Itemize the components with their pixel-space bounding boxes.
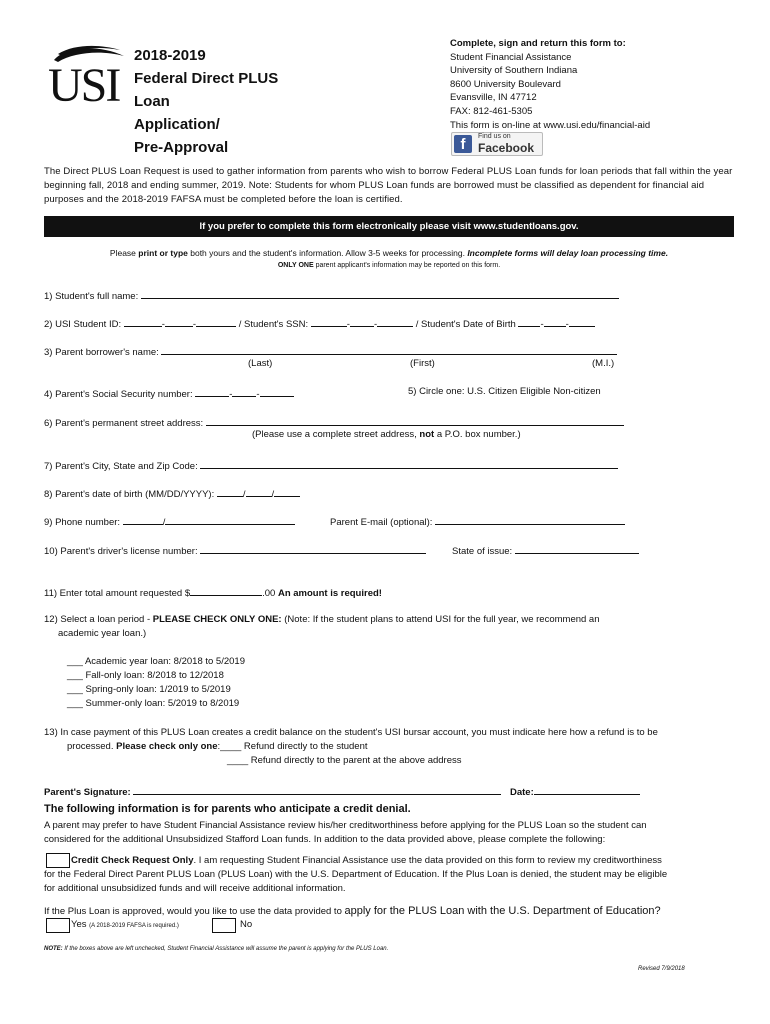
address-note-a: (Please use a complete street address,: [252, 429, 420, 440]
period-summer-only[interactable]: ___ Summer-only loan: 5/2019 to 8/2019: [67, 698, 240, 709]
label-license: 10) Parent's driver's license number:: [44, 546, 198, 557]
title-line-2: Federal Direct PLUS: [134, 70, 279, 87]
loan-period-d: academic year loan.): [58, 628, 147, 639]
field-parent-dob: 8) Parent's date of birth (MM/DD/YYYY): / /: [44, 486, 300, 500]
student-id-input-2[interactable]: [165, 316, 193, 327]
credit-request-text: . I am requesting Student Financial Assistance use the data provided on this form to review my creditworthiness: [193, 855, 662, 866]
label-last: (Last): [248, 358, 273, 369]
label-city-state-zip: 7) Parent's City, State and Zip Code:: [44, 461, 198, 472]
field-parent-address: [44, 415, 624, 429]
amount-input[interactable]: [190, 585, 262, 596]
facebook-small-text: Find us on: [478, 133, 511, 140]
parent-ssn-input-3[interactable]: [260, 386, 294, 397]
field-state-issue: [452, 543, 639, 557]
credit-note-text: If the boxes above are left unchecked, Student Financial Assistance will assume the parent is applying for the PLUS Loan.: [62, 946, 389, 952]
intro-paragraph: The Direct PLUS Loan Request is used to gather information from parents who wish to borrow Federal PLUS Loan funds for loan periods that fall within the year beginning fall, 2018 and ending summer, 2019. Note: Students for whom PLUS Loan funds are borrowed must be classified as dependent for financial aid purposes and the 2018-2019 FAFSA must be completed before the loan is certified.: [44, 166, 733, 206]
return-line-1: Student Financial Assistance: [450, 51, 572, 63]
credit-note-bold: NOTE:: [44, 946, 63, 952]
facebook-big-text: Facebook: [478, 141, 535, 155]
license-input[interactable]: [200, 543, 426, 554]
label-parent-address: 6) Parent's permanent street address:: [44, 418, 204, 429]
label-parent-dob: 8) Parent's date of birth (MM/DD/YYYY):: [44, 489, 215, 500]
parent-name-input[interactable]: [161, 344, 617, 355]
instr-b: print or type: [138, 248, 188, 258]
parent-ssn-input-1[interactable]: [195, 386, 229, 397]
state-issue-input[interactable]: [515, 543, 639, 554]
address-note-c: a P.O. box number.): [434, 429, 521, 440]
ssn-input-3[interactable]: [377, 316, 413, 327]
period-academic-year[interactable]: ___ Academic year loan: 8/2018 to 5/2019: [67, 656, 245, 667]
label-student-name: 1) Student's full name:: [44, 291, 139, 302]
field-parent-name: [44, 344, 617, 358]
label-mi: (M.I.): [592, 358, 615, 369]
student-id-input-3[interactable]: [196, 316, 236, 327]
return-heading: Complete, sign and return this form to:: [450, 38, 626, 49]
field-student-name: [44, 288, 619, 302]
return-address: [450, 37, 650, 132]
credit-request-bold: Credit Check Request Only: [71, 855, 194, 866]
label-signature: Parent's Signature:: [44, 787, 131, 798]
label-parent-name: 3) Parent borrower's name:: [44, 347, 159, 358]
field-email: [330, 514, 625, 528]
address-note: [252, 429, 521, 440]
credit-request-line-2: for the Federal Direct Parent PLUS Loan (PLUS Loan) with the U.S. Department of Education. If the Plus Loan is denied, the student may be eligible: [44, 869, 668, 880]
label-phone: 9) Phone number:: [44, 517, 121, 528]
apply-question-a: If the Plus Loan is approved, would you like to use the data provided to: [44, 906, 345, 917]
phone-input-2[interactable]: [165, 514, 295, 525]
date-input[interactable]: [534, 784, 640, 795]
credit-request-line-3: for additional unsubsidized funds and will receive additional information.: [44, 883, 346, 894]
period-spring-only[interactable]: ___ Spring-only loan: 1/2019 to 5/2019: [67, 684, 231, 695]
parent-address-input[interactable]: [206, 415, 624, 426]
refund-question: 13) In case payment of this PLUS Loan creates a credit balance on the student's USI bursar account, you must indicate here how a refund is to be: [44, 727, 658, 738]
credit-check-checkbox[interactable]: [46, 853, 70, 868]
refund-to-parent[interactable]: ____ Refund directly to the parent at the above address: [227, 755, 462, 766]
parent-dob-input-1[interactable]: [217, 486, 243, 497]
title-line-1: 2018-2019: [134, 47, 206, 64]
field-date: [510, 784, 640, 798]
parent-dob-input-3[interactable]: [274, 486, 300, 497]
field-license: [44, 543, 426, 557]
return-line-5: FAX: 812-461-5305: [450, 105, 533, 117]
no-checkbox[interactable]: [212, 918, 236, 933]
title-line-3: Loan: [134, 93, 170, 110]
form-title: [134, 44, 278, 159]
instr-d: Incomplete forms will delay loan processing time.: [467, 248, 669, 258]
label-ssn: / Student's SSN:: [238, 319, 309, 330]
return-line-2: University of Southern Indiana: [450, 65, 578, 77]
loan-period-c: (Note: If the student plans to attend USI for the full year, we recommend an: [281, 614, 600, 625]
dob-input-2[interactable]: [544, 316, 566, 327]
return-line-6[interactable]: This form is on-line at www.usi.edu/financial-aid: [450, 119, 651, 131]
credit-heading: The following information is for parents who anticipate a credit denial.: [44, 803, 411, 815]
refund-line-2: [67, 741, 368, 752]
field-student-id: 2) USI Student ID: - - / Student's SSN: - - / Student's Date of Birth - -: [44, 316, 595, 330]
yes-label-wrap: [71, 919, 179, 930]
phone-input-1[interactable]: [123, 514, 163, 525]
student-id-input-1[interactable]: [124, 316, 162, 327]
ssn-input-2[interactable]: [350, 316, 374, 327]
amount-required: An amount is required!: [277, 588, 382, 599]
return-line-4: Evansville, IN 47712: [450, 92, 537, 104]
email-input[interactable]: [435, 514, 625, 525]
label-student-id: 2) USI Student ID:: [44, 319, 122, 330]
instructions-line-1: [44, 248, 734, 258]
instr-e: ONLY ONE: [277, 262, 314, 269]
period-fall-only[interactable]: ___ Fall-only loan: 8/2018 to 12/2018: [67, 670, 224, 681]
label-dob: / Student's Date of Birth: [415, 319, 516, 330]
refund-to-student[interactable]: :____ Refund directly to the student: [217, 741, 368, 752]
label-parent-ssn: 4) Parent's Social Security number:: [44, 389, 193, 400]
credit-note: [44, 946, 388, 952]
apply-question-b: apply for the PLUS Loan with the U.S. Department of Education?: [344, 905, 661, 917]
refund-processed: processed.: [67, 741, 117, 752]
yes-label: Yes: [71, 919, 87, 930]
parent-ssn-input-2[interactable]: [232, 386, 256, 397]
refund-check-one: Please check only one: [116, 741, 218, 752]
loan-period-b: PLEASE CHECK ONLY ONE:: [152, 614, 282, 625]
field-city-state-zip: [44, 458, 618, 472]
signature-input[interactable]: [133, 784, 501, 795]
field-loan-period: [44, 614, 600, 625]
dob-input-1[interactable]: [518, 316, 540, 327]
citizenship-choice[interactable]: 5) Circle one: U.S. Citizen Eligible Non-citizen: [408, 386, 601, 397]
no-label: No: [240, 919, 253, 930]
label-first: (First): [410, 358, 435, 369]
instructions-line-2: [44, 262, 734, 269]
label-amount: 11) Enter total amount requested $: [44, 588, 191, 599]
city-state-zip-input[interactable]: [200, 458, 618, 469]
logo-text: USI: [48, 59, 120, 112]
usi-logo: [48, 42, 128, 112]
parent-dob-input-2[interactable]: [246, 486, 272, 497]
facebook-badge[interactable]: [451, 132, 543, 156]
facebook-icon: f: [454, 135, 472, 153]
title-line-5: Pre-Approval: [134, 139, 229, 156]
yes-note: (A 2018-2019 FAFSA is required.): [89, 923, 179, 929]
instr-c: both yours and the student's information. Allow 3-5 weeks for processing.: [187, 248, 468, 258]
address-note-b: not: [419, 429, 435, 440]
credit-request-line-1: [71, 855, 662, 866]
dob-input-3[interactable]: [569, 316, 595, 327]
revised-date: Revised 7/9/2018: [638, 966, 685, 972]
apply-question: [44, 905, 661, 917]
field-parent-ssn: 4) Parent's Social Security number: - -: [44, 386, 294, 400]
label-state-issue: State of issue:: [452, 546, 513, 557]
credit-paragraph-2: considered for the additional Unsubsidized Stafford Loan funds. In addition to the data provided above, please complete the following:: [44, 834, 606, 845]
loan-period-a: 12) Select a loan period -: [44, 614, 153, 625]
label-date: Date:: [510, 787, 534, 798]
field-phone: 9) Phone number: /: [44, 514, 295, 528]
yes-checkbox[interactable]: [46, 918, 70, 933]
label-amount-cents: .00: [262, 588, 276, 599]
electronic-banner[interactable]: If you prefer to complete this form electronically please visit www.studentloans.gov.: [44, 216, 734, 237]
ssn-input-1[interactable]: [311, 316, 347, 327]
instr-f: parent applicant's information may be reported on this form.: [313, 262, 501, 269]
field-amount: [44, 585, 382, 599]
return-line-3: 8600 University Boulevard: [450, 78, 561, 90]
student-name-input[interactable]: [141, 288, 619, 299]
credit-paragraph-1: A parent may prefer to have Student Financial Assistance review his/her creditworthiness before applying for the PLUS Loan so the student can: [44, 820, 647, 831]
title-line-4: Application/: [134, 116, 220, 133]
instr-a: Please: [109, 248, 139, 258]
field-signature: [44, 784, 501, 798]
label-email: Parent E-mail (optional):: [330, 517, 433, 528]
